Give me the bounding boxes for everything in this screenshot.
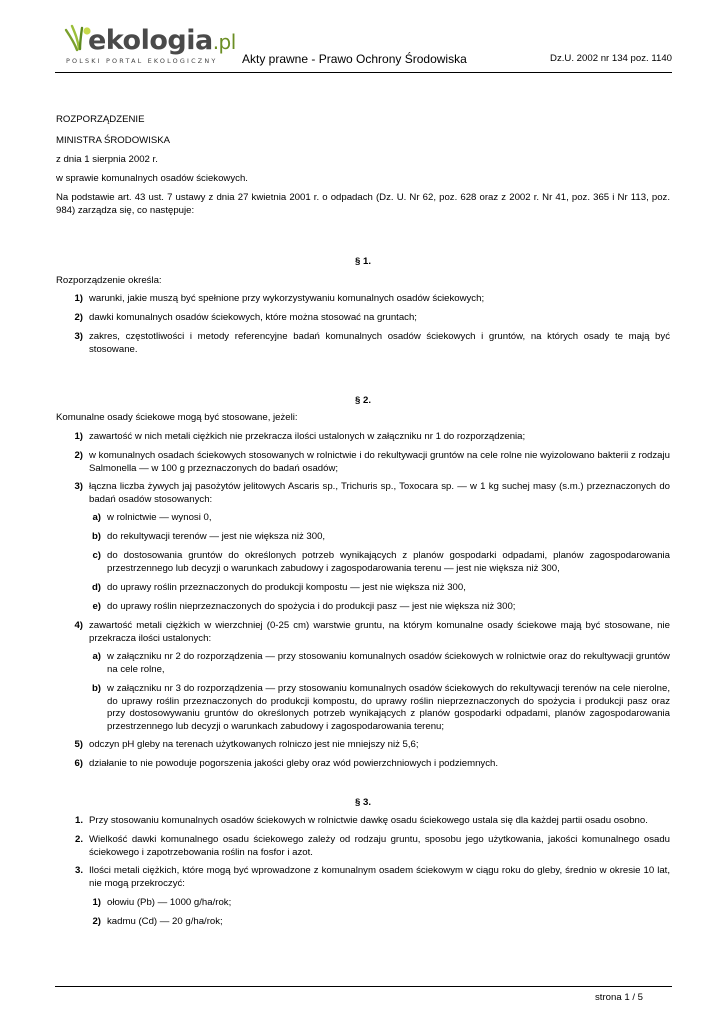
list-number: 4) bbox=[74, 620, 83, 631]
sublist-item: w rolnictwie — wynosi 0, bbox=[107, 512, 212, 523]
sublist-letter: a) bbox=[92, 512, 101, 523]
doc-authority: MINISTRA ŚRODOWISKA bbox=[56, 135, 171, 146]
section-heading-1: § 1. bbox=[354, 256, 371, 267]
sublist-letter: b) bbox=[91, 531, 101, 542]
page-header bbox=[0, 0, 725, 85]
list-number: 2) bbox=[74, 450, 83, 461]
list-number: 6) bbox=[74, 758, 83, 769]
list-item: działanie to nie powoduje pogorszenia jakości gleby oraz wód powierzchniowych i podziemnych. bbox=[89, 758, 499, 769]
sublist-item: ołowiu (Pb) — 1000 g/ha/rok; bbox=[107, 897, 232, 908]
section-2-lead: Komunalne osady ściekowe mogą być stosowane, jeżeli: bbox=[56, 412, 298, 423]
list-item: zawartość metali ciężkich w wierzchniej (0-25 cm) warstwie gruntu, na którym komunalne osady ściekowe mają być stosowane, nie przekracza ilości ustalonych: bbox=[89, 620, 670, 644]
section-heading-2: § 2. bbox=[354, 395, 371, 406]
sublist-item: do uprawy roślin nieprzeznaczonych do spożycia i do produkcji pasz — jest nie większa niż 300; bbox=[107, 601, 516, 612]
sublist-item: kadmu (Cd) — 20 g/ha/rok; bbox=[107, 916, 223, 927]
list-number: 5) bbox=[74, 739, 83, 750]
document-reference: Dz.U. 2002 nr 134 poz. 1140 bbox=[550, 53, 672, 64]
page-number: strona 1 / 5 bbox=[595, 992, 643, 1003]
doc-type: ROZPORZĄDZENIE bbox=[56, 114, 145, 125]
section-heading-3: § 3. bbox=[354, 797, 371, 808]
list-item: łączna liczba żywych jaj pasożytów jelitowych Ascaris sp., Trichuris sp., Toxocara sp. — w 1 kg suchej masy (s.m.) przeznaczonych do badań osadów stosowanych: bbox=[89, 481, 670, 505]
doc-date: z dnia 1 sierpnia 2002 r. bbox=[56, 154, 158, 165]
sublist-letter: d) bbox=[91, 582, 101, 593]
list-number: 3) bbox=[74, 481, 83, 492]
sublist-letter: e) bbox=[92, 601, 101, 612]
paragraph-item: Przy stosowaniu komunalnych osadów ściekowych w rolnictwie dawkę osadu ściekowego ustala się dla każdej partii osadu osobno. bbox=[89, 815, 648, 826]
list-item: odczyn pH gleby na terenach użytkowanych rolniczo jest nie mniejszy niż 5,6; bbox=[89, 739, 419, 750]
list-item: dawki komunalnych osadów ściekowych, które można stosować na gruntach; bbox=[89, 312, 417, 323]
logo-wordmark: ekologia.pl bbox=[88, 25, 236, 56]
section-title: Akty prawne - Prawo Ochrony Środowiska bbox=[242, 52, 467, 66]
logo-tagline: POLSKI PORTAL EKOLOGICZNY bbox=[66, 57, 218, 65]
paragraph-number: 1. bbox=[74, 815, 83, 826]
sublist-number: 2) bbox=[92, 916, 101, 927]
list-number: 2) bbox=[74, 312, 83, 323]
section-1-lead: Rozporządzenie określa: bbox=[56, 275, 162, 286]
sublist-letter: c) bbox=[92, 550, 101, 561]
list-number: 1) bbox=[74, 293, 83, 304]
paragraph-item: Wielkość dawki komunalnego osadu ściekowego zależy od rodzaju gruntu, sposobu jego użytkowania, jakości komunalnego osadu ściekowego i zapotrzebowania roślin na fosfor i azot. bbox=[89, 834, 670, 858]
footer-divider bbox=[55, 986, 672, 987]
paragraph-number: 2. bbox=[74, 834, 83, 845]
sublist-item: do uprawy roślin przeznaczonych do produkcji kompostu — jest nie większa niż 300, bbox=[107, 582, 466, 593]
doc-subject: w sprawie komunalnych osadów ściekowych. bbox=[56, 173, 248, 184]
doc-legal-basis: Na podstawie art. 43 ust. 7 ustawy z dnia 27 kwietnia 2001 r. o odpadach (Dz. U. Nr 62, poz. 628 oraz z 2002 r. Nr 41, poz. 365 i Nr 113, poz. 984) zarządza się, co następuje: bbox=[56, 192, 670, 216]
sublist-letter: b) bbox=[91, 683, 101, 694]
paragraph-item: Ilości metali ciężkich, które mogą być wprowadzone z komunalnym osadem ściekowym w ciągu roku do gleby, średnio w okresie 10 lat, nie mogą przekroczyć: bbox=[89, 865, 670, 889]
sublist-item: w załączniku nr 2 do rozporządzenia — przy stosowaniu komunalnych osadów ściekowych w rolnictwie oraz do rekultywacji gruntów na cele rolne, bbox=[107, 651, 670, 675]
header-divider bbox=[55, 72, 672, 73]
list-item: w komunalnych osadach ściekowych stosowanych w rolnictwie i do rekultywacji gruntów na cele rolne nie wyizolowano bakterii z rodzaju Salmonella — w 100 g przeznaczonych do badań osadów; bbox=[89, 450, 670, 474]
sublist-item: do rekultywacji terenów — jest nie większa niż 300, bbox=[107, 531, 326, 542]
list-item: warunki, jakie muszą być spełnione przy wykorzystywaniu komunalnych osadów ściekowych; bbox=[89, 293, 485, 304]
sublist-number: 1) bbox=[92, 897, 101, 908]
list-number: 1) bbox=[74, 431, 83, 442]
sublist-letter: a) bbox=[92, 651, 101, 662]
paragraph-number: 3. bbox=[74, 865, 83, 876]
sublist-item: w załączniku nr 3 do rozporządzenia — przy stosowaniu komunalnych osadów ściekowych do rekultywacji terenów na cele nierolne, do uprawy roślin przeznaczonych do produkcji kompostu, do uprawy roślin nieprzeznaczonych do spożycia i produkcji pasz oraz przy dostosowywaniu gruntów do określonych potrzeb wynikających z planów gospodarki odpadami, planów zagospodarowania przestrzennego lub decyzji o warunkach zabudowy i zagospodarowania terenu; bbox=[107, 683, 670, 732]
list-number: 3) bbox=[74, 331, 83, 342]
ekologia-logo[interactable] bbox=[60, 22, 236, 72]
sublist-item: do dostosowania gruntów do określonych potrzeb wynikających z planów gospodarki odpadami, planów zagospodarowania przestrzennego lub decyzji o warunkach zabudowy i zagospodarowania terenu — jest nie większa niż 300, bbox=[107, 550, 670, 574]
list-item: zakres, częstotliwości i metody referencyjne badań komunalnych osadów ściekowych i gruntów, na których osady te mają być stosowane. bbox=[89, 331, 670, 355]
list-item: zawartość w nich metali ciężkich nie przekracza ilości ustalonych w załączniku nr 1 do rozporządzenia; bbox=[89, 431, 526, 442]
